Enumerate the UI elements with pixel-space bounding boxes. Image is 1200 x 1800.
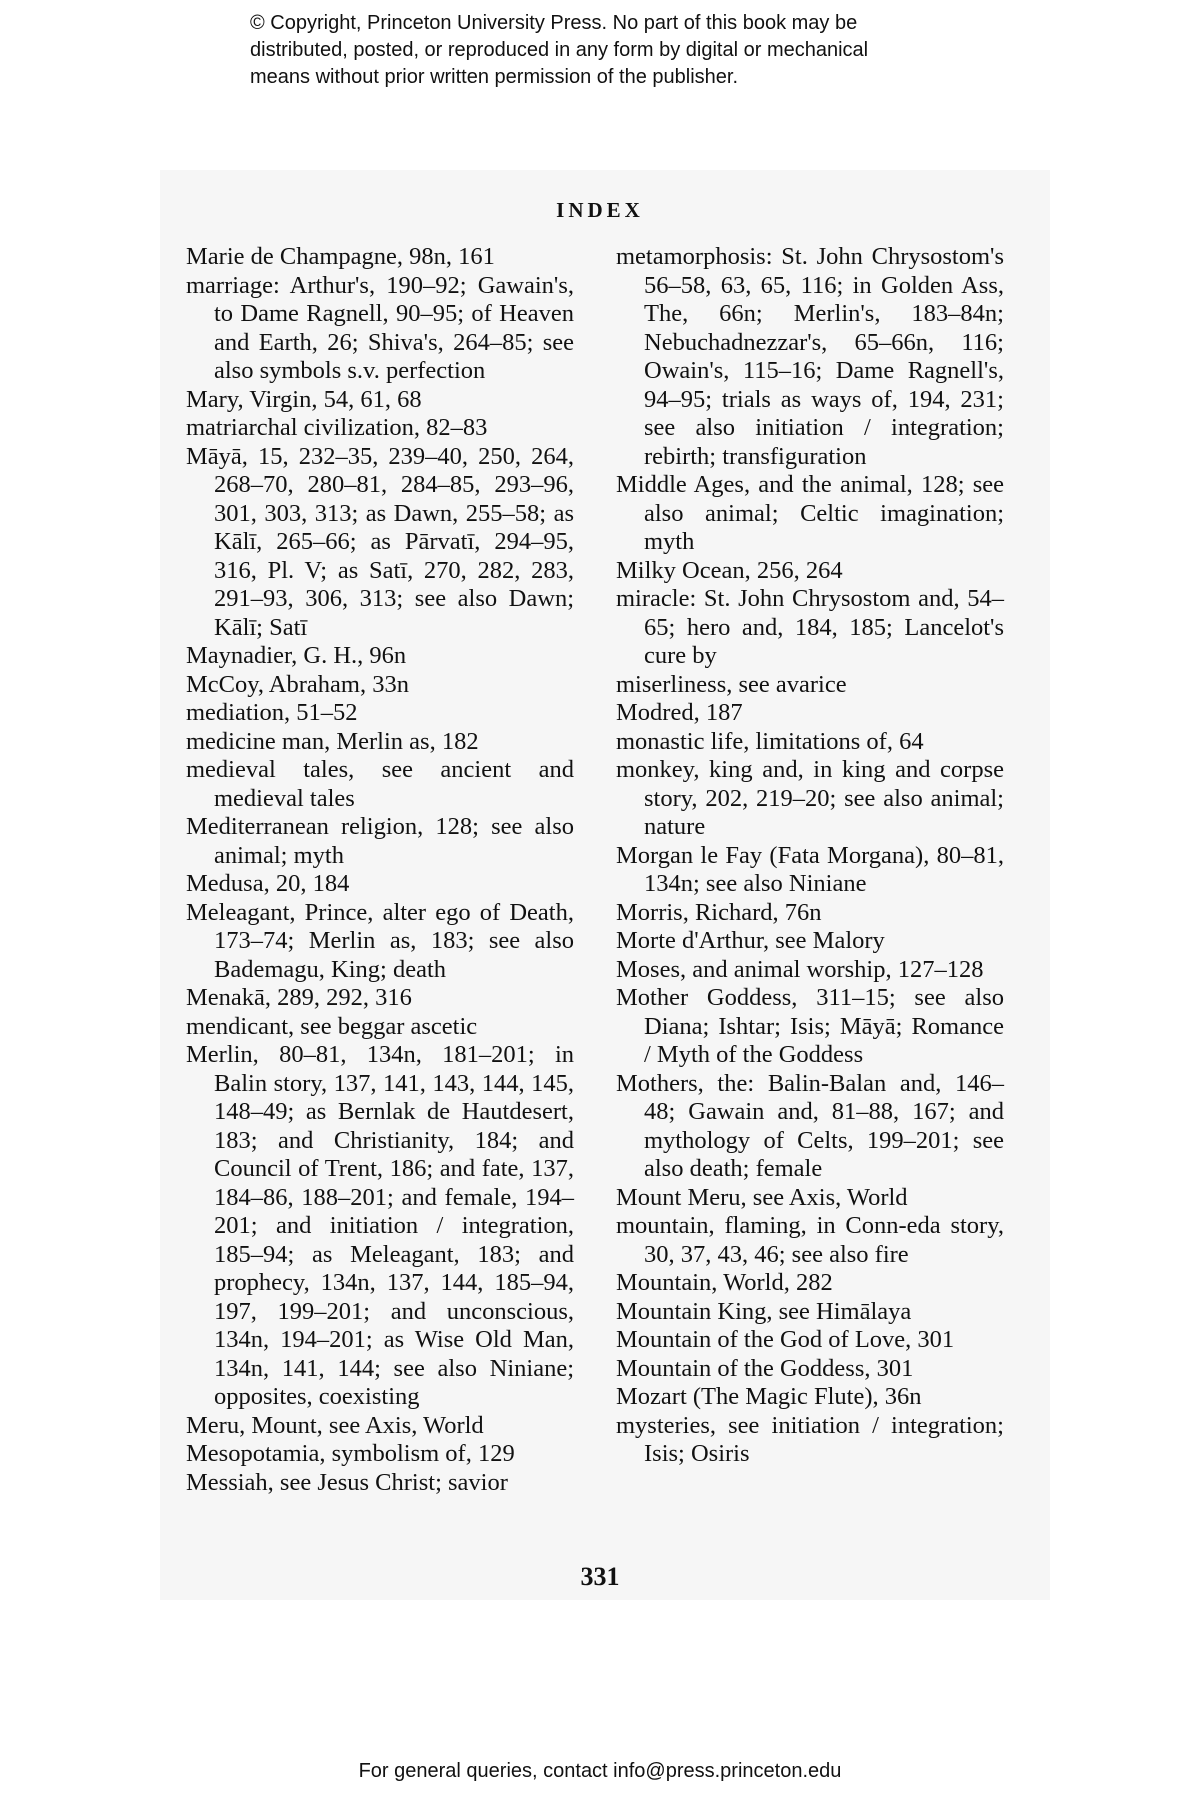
index-entry: Morris, Richard, 76n — [616, 898, 822, 926]
index-entry: Mary, Virgin, 54, 61, 68 — [186, 385, 422, 413]
copyright-line: distributed, posted, or reproduced in any form by digital or mechanical — [250, 39, 869, 61]
index-entry: Māyā, 15, 232–35, 239–40, 250, 264, 268–70, 280–81, 284–85, 293–96, 301, 303, 313; as Dawn, 255–58; as Kālī, 265–66; as Pārvatī, 294–95, 316, Pl. V; as Satī, 270, 282, 283, 291–93, 306, 313; see also Dawn; Kālī; Satī — [186, 442, 574, 641]
footer-contact: For general queries, contact info@press.princeton.edu — [358, 1760, 842, 1782]
index-entry: Modred, 187 — [616, 699, 743, 726]
copyright-line: © Copyright, Princeton University Press. No part of this book may be — [250, 12, 858, 34]
index-column-left — [186, 243, 574, 1497]
index-entry: miserliness, see avarice — [616, 670, 847, 698]
index-entry: mendicant, see beggar ascetic — [186, 1012, 478, 1040]
index-entry: Menakā, 289, 292, 316 — [186, 984, 412, 1011]
index-entry: Marie de Champagne, 98n, 161 — [186, 243, 495, 270]
index-entry: Mountain King, see Himālaya — [616, 1297, 912, 1325]
index-entry: Mothers, the: Balin-Balan and, 146–48; Gawain and, 81–88, 167; and mythology of Celts, 199–201; see also death; female — [616, 1069, 1004, 1182]
index-entry: medicine man, Merlin as, 182 — [186, 727, 479, 755]
index-entry: Morte d'Arthur, see Malory — [616, 927, 885, 954]
index-entry: Mozart (The Magic Flute), 36n — [616, 1383, 922, 1410]
index-entry: Meleagant, Prince, alter ego of Death, 173–74; Merlin as, 183; see also Bademagu, King; death — [186, 898, 574, 983]
index-entry: Mount Meru, see Axis, World — [616, 1183, 908, 1211]
page-number: 331 — [580, 1562, 620, 1591]
index-entry: marriage: Arthur's, 190–92; Gawain's, to Dame Ragnell, 90–95; of Heaven and Earth, 26; Shiva's, 264–85; see also symbols s.v. perfection — [186, 271, 574, 384]
index-entry: Mountain, World, 282 — [616, 1269, 833, 1296]
index-entry: Merlin, 80–81, 134n, 181–201; in Balin story, 137, 141, 143, 144, 145, 148–49; as Bernlak de Hautdesert, 183; and Christianity, 184; and Council of Trent, 186; and fate, 137, 184–86, 188–201; and female, 194–201; and initiation / integration, 185–94; as Meleagant, 183; and prophecy, 134n, 137, 144, 185–94, 197, 199–201; and unconscious, 134n, 194–201; as Wise Old Man, 134n, 141, 144; see also Niniane; opposites, coexisting — [186, 1041, 574, 1410]
index-entry: monastic life, limitations of, 64 — [616, 727, 924, 755]
index-entry: Meru, Mount, see Axis, World — [186, 1411, 484, 1439]
copyright-notice — [250, 10, 1010, 91]
index-entry: Messiah, see Jesus Christ; savior — [186, 1468, 508, 1496]
index-entry: monkey, king and, in king and corpse story, 202, 219–20; see also animal; nature — [616, 756, 1004, 840]
index-entry: Mother Goddess, 311–15; see also Diana; Ishtar; Isis; Māyā; Romance / Myth of the Goddess — [616, 984, 1004, 1068]
index-entry: Mountain of the Goddess, 301 — [616, 1354, 914, 1382]
copyright-line: means without prior written permission of the publisher. — [250, 66, 739, 88]
index-entry: Mountain of the God of Love, 301 — [616, 1326, 955, 1353]
index-entry: Mesopotamia, symbolism of, 129 — [186, 1440, 515, 1467]
index-entry: McCoy, Abraham, 33n — [186, 670, 409, 698]
index-column-right — [616, 243, 1004, 1469]
index-entry: matriarchal civilization, 82–83 — [186, 414, 488, 441]
index-entry: Maynadier, G. H., 96n — [186, 642, 407, 669]
index-entry: miracle: St. John Chrysostom and, 54–65; hero and, 184, 185; Lancelot's cure by — [616, 585, 1004, 669]
index-entry: metamorphosis: St. John Chrysostom's 56–58, 63, 65, 116; in Golden Ass, The, 66n; Merlin's, 183–84n; Nebuchadnezzar's, 65–66n, 116; Owain's, 115–16; Dame Ragnell's, 94–95; trials as ways of, 194, 231; see also initiation / integration; rebirth; transfiguration — [616, 243, 1004, 470]
index-entry: Milky Ocean, 256, 264 — [616, 556, 843, 584]
index-entry: Morgan le Fay (Fata Morgana), 80–81, 134n; see also Niniane — [616, 841, 1004, 897]
index-entry: Middle Ages, and the animal, 128; see also animal; Celtic imagination; myth — [616, 471, 1004, 555]
index-entry: mountain, flaming, in Conn-eda story, 30, 37, 43, 46; see also fire — [616, 1212, 1004, 1268]
index-heading: INDEX — [556, 198, 644, 222]
index-entry: Moses, and animal worship, 127–128 — [616, 955, 984, 983]
index-entry: mysteries, see initiation / integration; Isis; Osiris — [616, 1411, 1004, 1467]
index-entry: Medusa, 20, 184 — [186, 870, 350, 897]
index-entry: mediation, 51–52 — [186, 699, 358, 726]
index-entry: medieval tales, see ancient and medieval tales — [186, 756, 574, 812]
index-entry: Mediterranean religion, 128; see also animal; myth — [186, 813, 574, 869]
